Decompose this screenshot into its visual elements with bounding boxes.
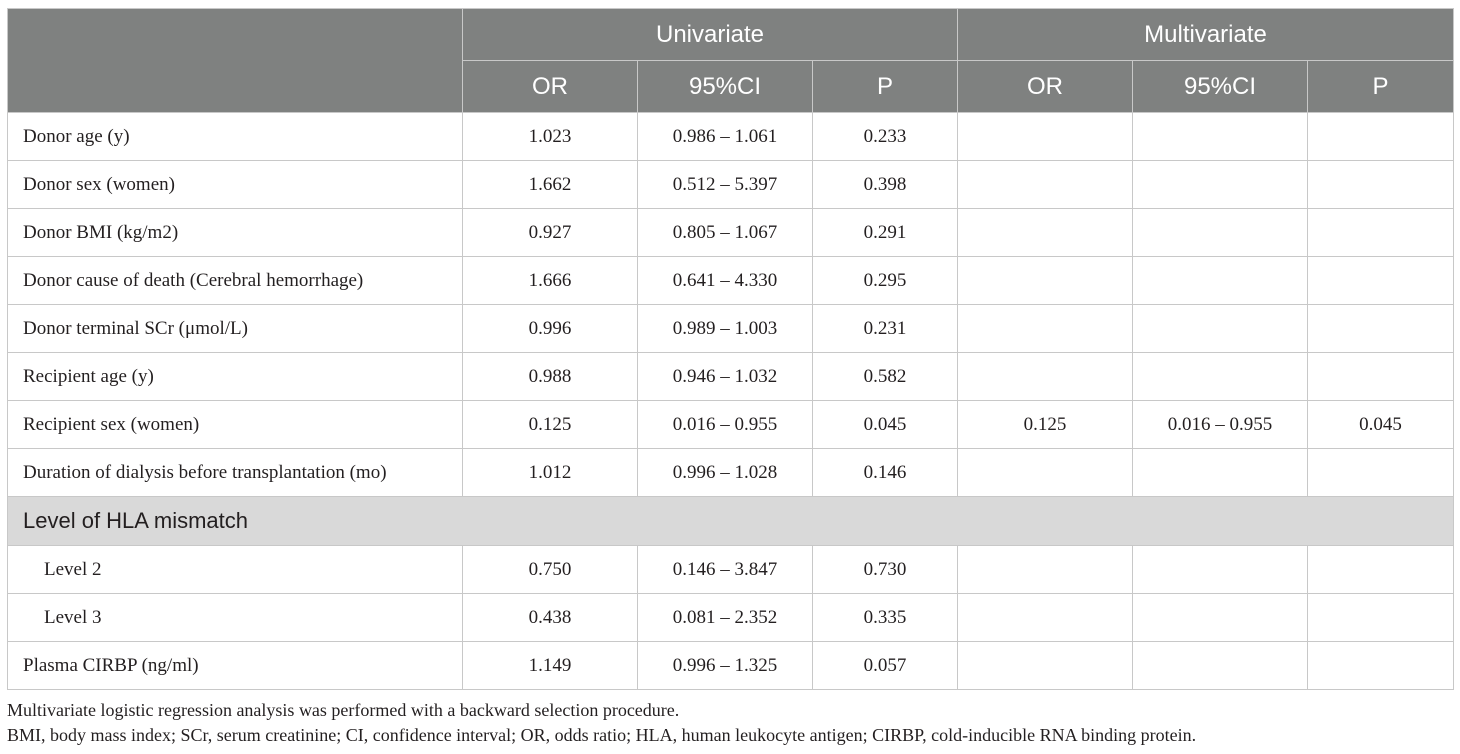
table-footnotes bbox=[7, 698, 1453, 748]
table-row bbox=[8, 546, 1454, 594]
table-row bbox=[8, 305, 1454, 353]
row-label: Recipient age (y) bbox=[8, 353, 463, 401]
univariate-ci: 0.805 – 1.067 bbox=[638, 209, 813, 257]
header-multivariate-p: P bbox=[1308, 61, 1454, 113]
univariate-p: 0.146 bbox=[813, 449, 958, 497]
multivariate-p: 0.045 bbox=[1308, 401, 1454, 449]
multivariate-ci bbox=[1133, 161, 1308, 209]
regression-table bbox=[7, 8, 1454, 690]
multivariate-ci bbox=[1133, 594, 1308, 642]
table-row bbox=[8, 401, 1454, 449]
row-label: Donor cause of death (Cerebral hemorrhage) bbox=[8, 257, 463, 305]
header-univariate-p: P bbox=[813, 61, 958, 113]
table-row bbox=[8, 257, 1454, 305]
multivariate-p bbox=[1308, 257, 1454, 305]
multivariate-or bbox=[958, 449, 1133, 497]
univariate-or: 0.927 bbox=[463, 209, 638, 257]
univariate-or: 0.750 bbox=[463, 546, 638, 594]
header-multivariate-or: OR bbox=[958, 61, 1133, 113]
section-label: Level of HLA mismatch bbox=[8, 497, 1454, 546]
row-label: Donor sex (women) bbox=[8, 161, 463, 209]
table-row bbox=[8, 209, 1454, 257]
multivariate-ci bbox=[1133, 546, 1308, 594]
multivariate-ci bbox=[1133, 257, 1308, 305]
univariate-or: 1.012 bbox=[463, 449, 638, 497]
header-multivariate: Multivariate bbox=[958, 9, 1454, 61]
univariate-p: 0.045 bbox=[813, 401, 958, 449]
univariate-or: 1.149 bbox=[463, 642, 638, 690]
univariate-p: 0.233 bbox=[813, 113, 958, 161]
univariate-or: 0.125 bbox=[463, 401, 638, 449]
row-label: Plasma CIRBP (ng/ml) bbox=[8, 642, 463, 690]
univariate-ci: 0.996 – 1.325 bbox=[638, 642, 813, 690]
header-variable-blank bbox=[8, 9, 463, 113]
univariate-or: 1.662 bbox=[463, 161, 638, 209]
row-label: Donor age (y) bbox=[8, 113, 463, 161]
multivariate-p bbox=[1308, 353, 1454, 401]
multivariate-p bbox=[1308, 642, 1454, 690]
multivariate-or: 0.125 bbox=[958, 401, 1133, 449]
header-univariate-ci: 95%CI bbox=[638, 61, 813, 113]
footnote-abbreviations: BMI, body mass index; SCr, serum creatinine; CI, confidence interval; OR, odds ratio; HLA, human leukocyte antigen; CIRBP, cold-inducible RNA binding protein. bbox=[7, 725, 1197, 745]
table-row bbox=[8, 449, 1454, 497]
row-label: Donor terminal SCr (μmol/L) bbox=[8, 305, 463, 353]
univariate-or: 0.438 bbox=[463, 594, 638, 642]
univariate-p: 0.291 bbox=[813, 209, 958, 257]
univariate-or: 1.666 bbox=[463, 257, 638, 305]
section-row-hla-mismatch bbox=[8, 497, 1454, 546]
table-header bbox=[8, 9, 1454, 113]
multivariate-or bbox=[958, 546, 1133, 594]
multivariate-ci: 0.016 – 0.955 bbox=[1133, 401, 1308, 449]
regression-table-container bbox=[7, 8, 1453, 748]
multivariate-p bbox=[1308, 305, 1454, 353]
table-body bbox=[8, 113, 1454, 690]
row-label: Level 2 bbox=[8, 546, 463, 594]
univariate-p: 0.730 bbox=[813, 546, 958, 594]
multivariate-p bbox=[1308, 113, 1454, 161]
multivariate-or bbox=[958, 113, 1133, 161]
univariate-ci: 0.512 – 5.397 bbox=[638, 161, 813, 209]
univariate-ci: 0.986 – 1.061 bbox=[638, 113, 813, 161]
table-row bbox=[8, 594, 1454, 642]
header-univariate-or: OR bbox=[463, 61, 638, 113]
multivariate-p bbox=[1308, 594, 1454, 642]
row-label: Donor BMI (kg/m2) bbox=[8, 209, 463, 257]
footnote-method: Multivariate logistic regression analysis was performed with a backward selection procedure. bbox=[7, 700, 680, 720]
multivariate-ci bbox=[1133, 353, 1308, 401]
multivariate-or bbox=[958, 257, 1133, 305]
univariate-p: 0.398 bbox=[813, 161, 958, 209]
multivariate-or bbox=[958, 305, 1133, 353]
univariate-or: 1.023 bbox=[463, 113, 638, 161]
multivariate-ci bbox=[1133, 449, 1308, 497]
table-row bbox=[8, 113, 1454, 161]
univariate-ci: 0.989 – 1.003 bbox=[638, 305, 813, 353]
univariate-p: 0.057 bbox=[813, 642, 958, 690]
multivariate-ci bbox=[1133, 642, 1308, 690]
table-row bbox=[8, 353, 1454, 401]
univariate-p: 0.295 bbox=[813, 257, 958, 305]
multivariate-ci bbox=[1133, 209, 1308, 257]
multivariate-or bbox=[958, 594, 1133, 642]
univariate-ci: 0.996 – 1.028 bbox=[638, 449, 813, 497]
multivariate-ci bbox=[1133, 113, 1308, 161]
univariate-p: 0.335 bbox=[813, 594, 958, 642]
multivariate-or bbox=[958, 353, 1133, 401]
multivariate-or bbox=[958, 642, 1133, 690]
multivariate-p bbox=[1308, 161, 1454, 209]
multivariate-p bbox=[1308, 209, 1454, 257]
header-multivariate-ci: 95%CI bbox=[1133, 61, 1308, 113]
multivariate-p bbox=[1308, 546, 1454, 594]
multivariate-ci bbox=[1133, 305, 1308, 353]
row-label: Duration of dialysis before transplantation (mo) bbox=[8, 449, 463, 497]
multivariate-p bbox=[1308, 449, 1454, 497]
univariate-or: 0.988 bbox=[463, 353, 638, 401]
multivariate-or bbox=[958, 209, 1133, 257]
univariate-p: 0.582 bbox=[813, 353, 958, 401]
row-label: Recipient sex (women) bbox=[8, 401, 463, 449]
table-row bbox=[8, 642, 1454, 690]
univariate-ci: 0.946 – 1.032 bbox=[638, 353, 813, 401]
multivariate-or bbox=[958, 161, 1133, 209]
table-row bbox=[8, 161, 1454, 209]
univariate-or: 0.996 bbox=[463, 305, 638, 353]
univariate-p: 0.231 bbox=[813, 305, 958, 353]
row-label: Level 3 bbox=[8, 594, 463, 642]
univariate-ci: 0.146 – 3.847 bbox=[638, 546, 813, 594]
univariate-ci: 0.081 – 2.352 bbox=[638, 594, 813, 642]
header-univariate: Univariate bbox=[463, 9, 958, 61]
univariate-ci: 0.016 – 0.955 bbox=[638, 401, 813, 449]
univariate-ci: 0.641 – 4.330 bbox=[638, 257, 813, 305]
